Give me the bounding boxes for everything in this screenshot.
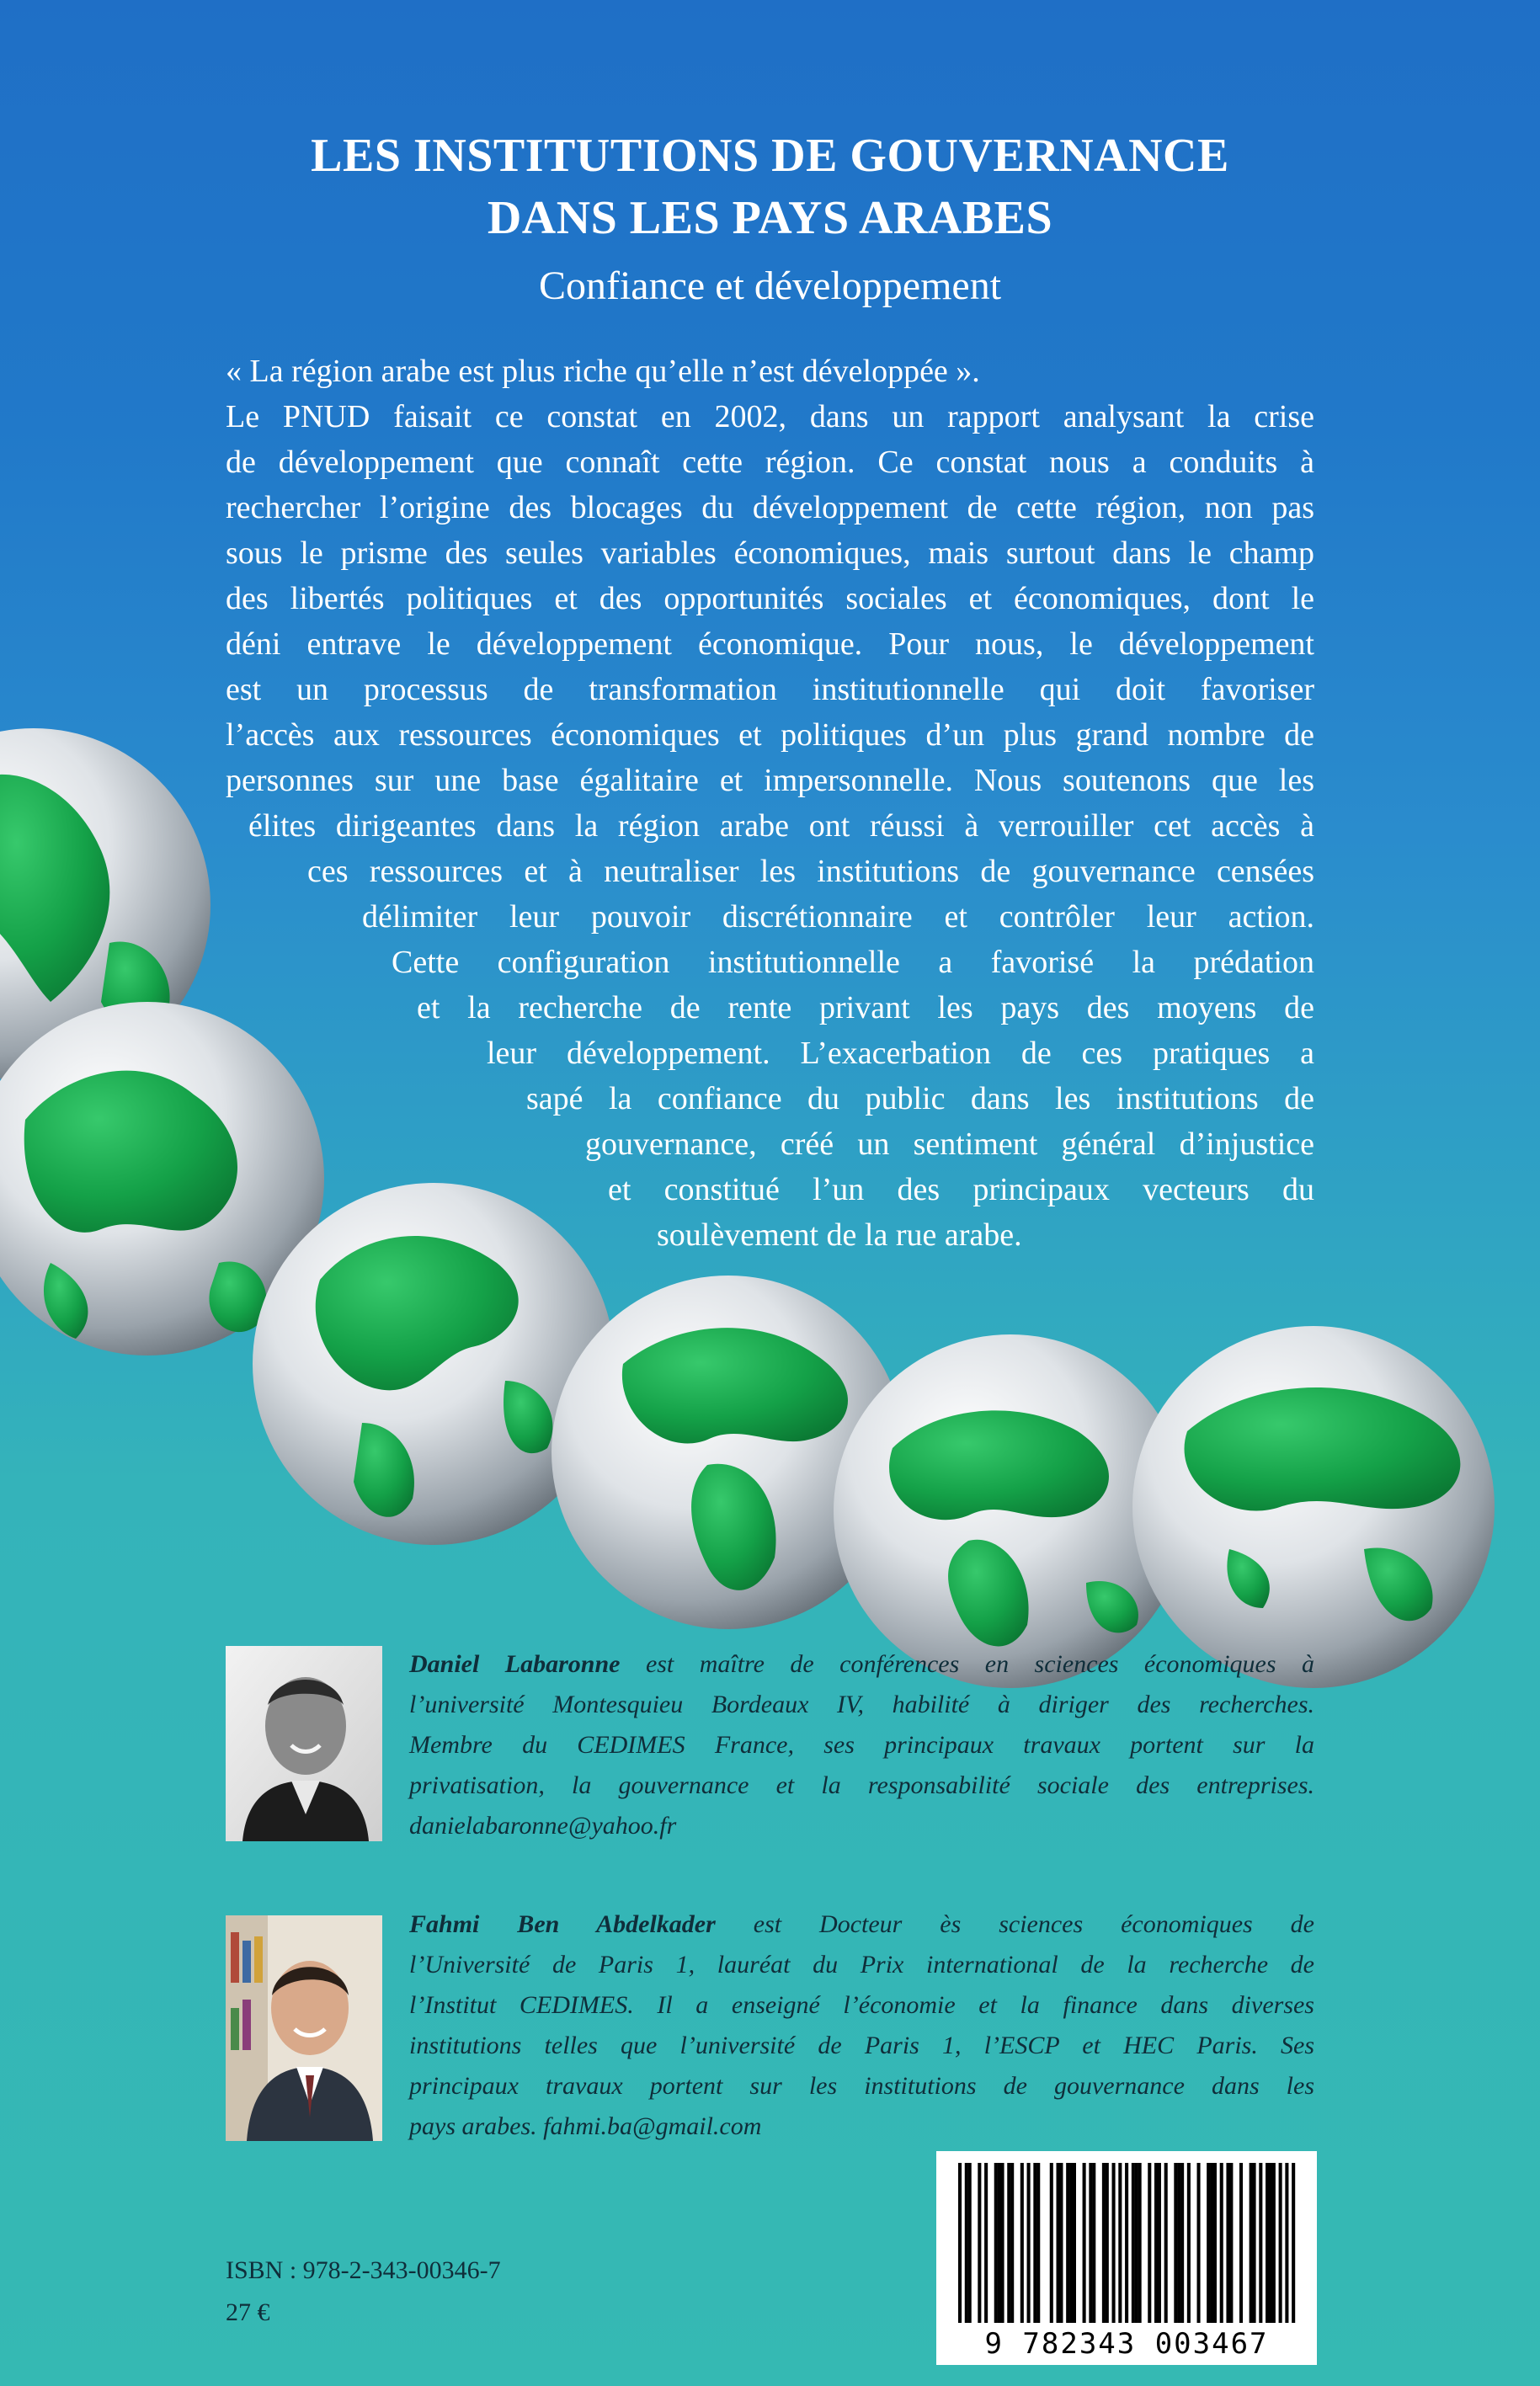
barcode-bar	[1033, 2163, 1036, 2323]
barcode-bar	[1174, 2163, 1177, 2323]
barcode-bar	[1180, 2163, 1184, 2323]
barcode-bar	[1057, 2163, 1060, 2323]
author-bio-1	[409, 1644, 1314, 1846]
summary-line: sous le prisme des seules variables économiques, mais surtout dans le champ	[226, 535, 1314, 571]
barcode-bar	[1292, 2163, 1295, 2323]
summary-line: délimiter leur pouvoir discrétionnaire et contrôler leur action.	[362, 899, 1314, 935]
barcode-bar	[1220, 2163, 1223, 2323]
summary-line: soulèvement de la rue arabe.	[657, 1217, 1022, 1253]
barcode-bar	[1036, 2163, 1040, 2323]
barcode-bar	[994, 2163, 998, 2323]
author-bio-line: institutions telles que l’université de Paris 1, l’ESCP et HEC Paris. Ses	[409, 2032, 1314, 2059]
author-bio-line: est Docteur ès sciences économiques de	[715, 1910, 1314, 1938]
barcode-bar	[1239, 2163, 1243, 2323]
barcode-bar	[965, 2163, 968, 2323]
barcode-bar	[1010, 2163, 1014, 2323]
author-name: Fahmi Ben Abdelkader	[409, 1910, 716, 1938]
barcode-bar	[998, 2163, 1001, 2323]
barcode-bar	[1027, 2163, 1031, 2323]
summary-line: de développement que connaît cette région. Ce constat nous a conduits à	[226, 445, 1314, 480]
summary-line: est un processus de transformation institutionnelle qui doit favoriser	[226, 672, 1314, 707]
barcode-bar	[1106, 2163, 1109, 2323]
author-bio-line: l’Université de Paris 1, lauréat du Prix international de la recherche de	[409, 1951, 1314, 1979]
barcode-bar	[1000, 2163, 1004, 2323]
barcode-bar	[1164, 2163, 1168, 2323]
barcode-bar	[1210, 2163, 1213, 2323]
author-email: danielabaronne@yahoo.fr	[409, 1812, 677, 1840]
barcode-bar	[1059, 2163, 1063, 2323]
barcode-bar	[1112, 2163, 1116, 2323]
isbn: ISBN : 978-2-343-00346-7	[226, 2256, 501, 2284]
barcode-bar	[1158, 2163, 1161, 2323]
barcode-bar	[1250, 2163, 1253, 2323]
barcode-bar	[1089, 2163, 1092, 2323]
barcode-bar	[1213, 2163, 1217, 2323]
barcode-bar	[1187, 2163, 1191, 2323]
barcode-bar	[1066, 2163, 1069, 2323]
barcode-bar	[1197, 2163, 1201, 2323]
title-line-1: LES INSTITUTIONS DE GOUVERNANCE	[311, 130, 1229, 182]
barcode-bar	[1207, 2163, 1210, 2323]
barcode-bar	[1050, 2163, 1053, 2323]
summary-line: rechercher l’origine des blocages du développement de cette région, non pas	[226, 490, 1314, 525]
globe-6	[1132, 1326, 1495, 1688]
author-bio-line: principaux travaux portent sur les institutions de gouvernance dans les	[409, 2072, 1314, 2100]
barcode-bar	[984, 2163, 988, 2323]
barcode-bar	[1272, 2163, 1276, 2323]
barcode-bar	[1118, 2163, 1122, 2323]
author-bio-line: privatisation, la gouvernance et la responsabilité sociale des entreprises.	[409, 1771, 1314, 1799]
summary-line: et constitué l’un des principaux vecteurs du	[608, 1172, 1314, 1207]
summary-line: déni entrave le développement économique. Pour nous, le développement	[226, 626, 1314, 662]
barcode-bar	[1229, 2163, 1233, 2323]
barcode-bar	[1102, 2163, 1106, 2323]
barcode-bar	[1148, 2163, 1151, 2323]
barcode	[936, 2151, 1317, 2365]
price: 27 €	[226, 2298, 270, 2326]
author-bio-line: Membre du CEDIMES France, ses principaux travaux portent sur la	[409, 1731, 1314, 1759]
barcode-digits: 9 782343 003467	[984, 2327, 1269, 2361]
summary-line: personnes sur une base égalitaire et impersonnelle. Nous soutenons que les	[226, 763, 1314, 798]
barcode-bar	[1069, 2163, 1073, 2323]
summary-line: Cette configuration institutionnelle a favorisé la prédation	[392, 945, 1314, 980]
barcode-bar	[1083, 2163, 1086, 2323]
author-name: Daniel Labaronne	[409, 1650, 621, 1678]
book-title	[0, 125, 1540, 249]
summary-line: élites dirigeantes dans la région arabe ont réussi à verrouiller cet accès à	[248, 808, 1314, 844]
author-bio-line: l’université Montesquieu Bordeaux IV, habilité à diriger des recherches.	[409, 1691, 1314, 1718]
book-subtitle: Confiance et développement	[538, 264, 1002, 308]
author-bio-line: est maître de conférences en sciences économiques à	[620, 1650, 1314, 1678]
barcode-bar	[1138, 2163, 1142, 2323]
title-line-2: DANS LES PAYS ARABES	[487, 192, 1053, 244]
barcode-bar	[958, 2163, 962, 2323]
barcode-bar	[1266, 2163, 1269, 2323]
barcode-bar	[1073, 2163, 1076, 2323]
author-bio-line: pays arabes. fahmi.ba@gmail.com	[409, 2112, 762, 2140]
barcode-bar	[1226, 2163, 1229, 2323]
author-photo-daniel-labaronne	[226, 1646, 382, 1841]
barcode-bar	[1279, 2163, 1282, 2323]
summary-line: leur développement. L’exacerbation de ces pratiques a	[487, 1036, 1314, 1071]
barcode-bar	[978, 2163, 981, 2323]
barcode-bar	[1125, 2163, 1128, 2323]
summary-line: et la recherche de rente privant les pays des moyens de	[417, 990, 1314, 1025]
barcode-bar	[1177, 2163, 1180, 2323]
barcode-bar	[1259, 2163, 1262, 2323]
barcode-bar	[1020, 2163, 1024, 2323]
barcode-bar	[1269, 2163, 1272, 2323]
barcode-bar	[1007, 2163, 1010, 2323]
summary-quote: « La région arabe est plus riche qu’elle n’est développée ».	[226, 354, 980, 389]
summary-line: ces ressources et à neutraliser les institutions de gouvernance censées	[307, 854, 1314, 889]
barcode-bar	[968, 2163, 972, 2323]
summary-line: des libertés politiques et des opportunités sociales et économiques, dont le	[226, 581, 1314, 616]
barcode-bar	[1285, 2163, 1288, 2323]
author-bio-line: l’Institut CEDIMES. Il a enseigné l’économie et la finance dans diverses	[409, 1991, 1314, 2019]
summary-line: sapé la confiance du public dans les institutions de	[526, 1081, 1314, 1116]
barcode-bar	[1092, 2163, 1095, 2323]
summary-line: gouvernance, créé un sentiment général d’injustice	[585, 1126, 1314, 1162]
summary-line: l’accès aux ressources économiques et politiques d’un plus grand nombre de	[226, 717, 1314, 753]
barcode-bars	[936, 2151, 1317, 2365]
barcode-bar	[1135, 2163, 1138, 2323]
author-photo-fahmi-ben-abdelkader	[226, 1915, 382, 2141]
barcode-bar	[1132, 2163, 1135, 2323]
barcode-bar	[1253, 2163, 1256, 2323]
summary-line: Le PNUD faisait ce constat en 2002, dans un rapport analysant la crise	[226, 399, 1314, 434]
barcode-bar	[1154, 2163, 1158, 2323]
author-bio-2	[409, 1904, 1314, 2147]
